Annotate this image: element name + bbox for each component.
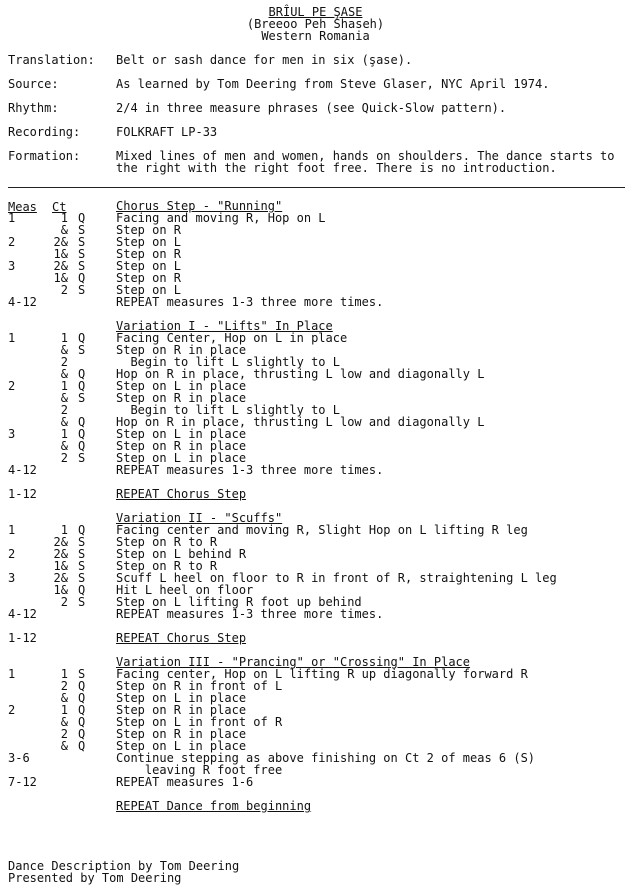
step-description: Hit L heel on floor — [116, 583, 254, 597]
column-header-ct: Ct — [52, 200, 67, 214]
step-description: Step on R — [116, 247, 182, 261]
step-row — [0, 692, 631, 704]
step-row — [0, 668, 631, 680]
count-cell: 2 — [60, 451, 68, 465]
quick-slow-cell: S — [78, 451, 86, 465]
quick-slow-cell: S — [78, 667, 86, 681]
section-heading-row — [0, 488, 631, 500]
count-cell: 2 — [60, 355, 68, 369]
step-description: Step on L behind R — [116, 547, 247, 561]
step-description: Hop on R in place, thrusting L low and diagonally L — [116, 367, 485, 381]
step-description: Step on L lifting R foot up behind — [116, 595, 362, 609]
meas-cell: 4-12 — [8, 463, 37, 477]
step-row — [0, 248, 631, 260]
count-cell: 2& — [53, 547, 68, 561]
info-value: Mixed lines of men and women, hands on shoulders. The dance starts to — [116, 149, 615, 163]
count-cell: & — [60, 391, 68, 405]
meas-cell: 3 — [8, 571, 16, 585]
step-row — [0, 704, 631, 716]
quick-slow-cell: Q — [78, 523, 86, 537]
count-cell: 1 — [60, 211, 68, 225]
step-row — [0, 212, 631, 224]
count-cell: 2 — [60, 283, 68, 297]
section-heading: Variation II - "Scuffs" — [116, 511, 283, 525]
count-cell: & — [60, 691, 68, 705]
step-description: Step on R — [116, 223, 182, 237]
step-description: Step on L in place — [116, 739, 247, 753]
step-description: Facing center, Hop on L lifting R up diagonally forward R — [116, 667, 528, 681]
count-cell: 1 — [60, 523, 68, 537]
quick-slow-cell: S — [78, 259, 86, 273]
info-value: As learned by Tom Deering from Steve Glaser, NYC April 1974. — [116, 77, 550, 91]
count-cell: 2& — [53, 235, 68, 249]
count-cell: 1& — [53, 247, 68, 261]
count-cell: 1& — [53, 271, 68, 285]
step-description: Step on R in place — [116, 703, 247, 717]
divider — [8, 187, 625, 188]
quick-slow-cell: S — [78, 247, 86, 261]
step-row — [0, 680, 631, 692]
step-description: Begin to lift L slightly to L — [116, 403, 340, 417]
quick-slow-cell: S — [78, 223, 86, 237]
info-value: FOLKRAFT LP-33 — [116, 125, 218, 139]
info-label: Source: — [8, 77, 59, 91]
count-cell: 2 — [60, 403, 68, 417]
quick-slow-cell: S — [78, 235, 86, 249]
step-row — [0, 236, 631, 248]
step-description: Facing Center, Hop on L in place — [116, 331, 348, 345]
quick-slow-cell: Q — [78, 211, 86, 225]
info-label: Formation: — [8, 149, 81, 163]
section-heading: REPEAT Chorus Step — [116, 631, 247, 645]
dance-title: BRÎUL PE ŞASE — [268, 5, 363, 19]
step-description: Continue stepping as above finishing on Ct 2 of meas 6 (S) — [116, 751, 536, 765]
quick-slow-cell: Q — [78, 367, 86, 381]
quick-slow-cell: Q — [78, 583, 86, 597]
step-row — [0, 260, 631, 272]
info-label: Translation: — [8, 53, 95, 67]
count-cell: & — [60, 343, 68, 357]
count-cell: 2& — [53, 259, 68, 273]
quick-slow-cell: Q — [78, 727, 86, 741]
step-description: Step on L — [116, 283, 182, 297]
count-cell: 1 — [60, 427, 68, 441]
quick-slow-cell: Q — [78, 271, 86, 285]
step-row — [0, 224, 631, 236]
step-description: Begin to lift L slightly to L — [116, 355, 340, 369]
step-description: Step on R to R — [116, 559, 218, 573]
step-row — [0, 548, 631, 560]
step-row — [0, 440, 631, 452]
step-description: Step on L — [116, 259, 182, 273]
quick-slow-cell: S — [78, 559, 86, 573]
count-cell: 1& — [53, 559, 68, 573]
step-row — [0, 524, 631, 536]
step-row — [0, 608, 631, 620]
count-cell: & — [60, 715, 68, 729]
meas-cell: 1 — [8, 523, 16, 537]
meas-cell: 1 — [8, 331, 16, 345]
step-description: Step on R in front of L — [116, 679, 283, 693]
meas-cell: 1-12 — [8, 631, 37, 645]
section-heading: REPEAT Dance from beginning — [116, 799, 312, 813]
quick-slow-cell: S — [78, 595, 86, 609]
quick-slow-cell: Q — [78, 415, 86, 429]
info-value: the right with the right foot free. There is no introduction. — [116, 161, 557, 175]
quick-slow-cell: S — [78, 535, 86, 549]
step-description: Step on R in place — [116, 391, 247, 405]
meas-cell: 2 — [8, 547, 16, 561]
count-cell: & — [60, 739, 68, 753]
step-description: Scuff L heel on floor to R in front of R, straightening L leg — [116, 571, 557, 585]
meas-cell: 3 — [8, 427, 16, 441]
step-row — [0, 380, 631, 392]
step-row — [0, 764, 631, 776]
step-description: Step on L in place — [116, 451, 247, 465]
step-row — [0, 572, 631, 584]
section-heading: Variation III - "Prancing" or "Crossing" In Place — [116, 655, 471, 669]
step-row — [0, 716, 631, 728]
step-row — [0, 296, 631, 308]
quick-slow-cell: Q — [78, 679, 86, 693]
step-description: Step on L in place — [116, 427, 247, 441]
meas-cell: 4-12 — [8, 607, 37, 621]
step-description: REPEAT measures 1-3 three more times. — [116, 607, 384, 621]
info-value: 2/4 in three measure phrases (see Quick-Slow pattern). — [116, 101, 507, 115]
count-cell: 2& — [53, 535, 68, 549]
quick-slow-cell: Q — [78, 739, 86, 753]
description-credit: Dance Description by Tom Deering — [8, 859, 240, 873]
meas-cell: 1-12 — [8, 487, 37, 501]
meas-cell: 1 — [8, 667, 16, 681]
meas-cell: 1 — [8, 211, 16, 225]
step-description: REPEAT measures 1-3 three more times. — [116, 295, 384, 309]
count-cell: 2 — [60, 679, 68, 693]
step-row — [0, 272, 631, 284]
quick-slow-cell: S — [78, 283, 86, 297]
step-description: Hop on R in place, thrusting L low and diagonally L — [116, 415, 485, 429]
step-row — [0, 776, 631, 788]
meas-cell: 2 — [8, 379, 16, 393]
meas-cell: 7-12 — [8, 775, 37, 789]
step-description: Step on L — [116, 235, 182, 249]
count-cell: & — [60, 223, 68, 237]
quick-slow-cell: S — [78, 391, 86, 405]
quick-slow-cell: Q — [78, 715, 86, 729]
step-row — [0, 416, 631, 428]
step-description: Step on L in place — [116, 379, 247, 393]
step-description: Step on R — [116, 271, 182, 285]
count-cell: 1 — [60, 379, 68, 393]
quick-slow-cell: Q — [78, 427, 86, 441]
count-cell: 1 — [60, 703, 68, 717]
column-header-meas: Meas — [8, 200, 37, 214]
info-value: Belt or sash dance for men in six (şase). — [116, 53, 413, 67]
count-cell: 2 — [60, 595, 68, 609]
quick-slow-cell: S — [78, 547, 86, 561]
step-description: leaving R foot free — [116, 763, 283, 777]
step-row — [0, 464, 631, 476]
section-heading: Chorus Step - "Running" — [116, 199, 283, 213]
quick-slow-cell: Q — [78, 703, 86, 717]
quick-slow-cell: S — [78, 343, 86, 357]
count-cell: & — [60, 367, 68, 381]
step-description: Step on R in place — [116, 343, 247, 357]
meas-cell: 4-12 — [8, 295, 37, 309]
count-cell: 2 — [60, 727, 68, 741]
step-description: REPEAT measures 1-3 three more times. — [116, 463, 384, 477]
step-description: Facing and moving R, Hop on L — [116, 211, 326, 225]
step-row — [0, 368, 631, 380]
step-row — [0, 536, 631, 548]
region: Western Romania — [261, 29, 370, 43]
step-description: Step on R in place — [116, 727, 247, 741]
section-heading: REPEAT Chorus Step — [116, 487, 247, 501]
quick-slow-cell: S — [78, 571, 86, 585]
step-row — [0, 428, 631, 440]
section-heading-row — [0, 800, 631, 812]
step-row — [0, 752, 631, 764]
step-description: REPEAT measures 1-6 — [116, 775, 254, 789]
step-description: Facing center and moving R, Slight Hop on L lifting R leg — [116, 523, 528, 537]
pronunciation: (Breeoo Peh Shaseh) — [246, 17, 385, 31]
step-description: Step on L in front of R — [116, 715, 283, 729]
info-label: Recording: — [8, 125, 81, 139]
meas-cell: 2 — [8, 235, 16, 249]
count-cell: 1& — [53, 583, 68, 597]
step-row — [0, 332, 631, 344]
step-row — [0, 728, 631, 740]
step-description: Step on R to R — [116, 535, 218, 549]
quick-slow-cell: Q — [78, 691, 86, 705]
count-cell: 2& — [53, 571, 68, 585]
meas-cell: 3 — [8, 259, 16, 273]
section-heading-row — [0, 632, 631, 644]
presenter-credit: Presented by Tom Deering — [8, 871, 182, 885]
count-cell: 1 — [60, 667, 68, 681]
quick-slow-cell: Q — [78, 331, 86, 345]
quick-slow-cell: Q — [78, 439, 86, 453]
section-heading: Variation I - "Lifts" In Place — [116, 319, 333, 333]
count-cell: 1 — [60, 331, 68, 345]
step-description: Step on R in place — [116, 439, 247, 453]
quick-slow-cell: Q — [78, 379, 86, 393]
meas-cell: 3-6 — [8, 751, 30, 765]
meas-cell: 2 — [8, 703, 16, 717]
step-description: Step on L in place — [116, 691, 247, 705]
count-cell: & — [60, 439, 68, 453]
count-cell: & — [60, 415, 68, 429]
info-label: Rhythm: — [8, 101, 59, 115]
